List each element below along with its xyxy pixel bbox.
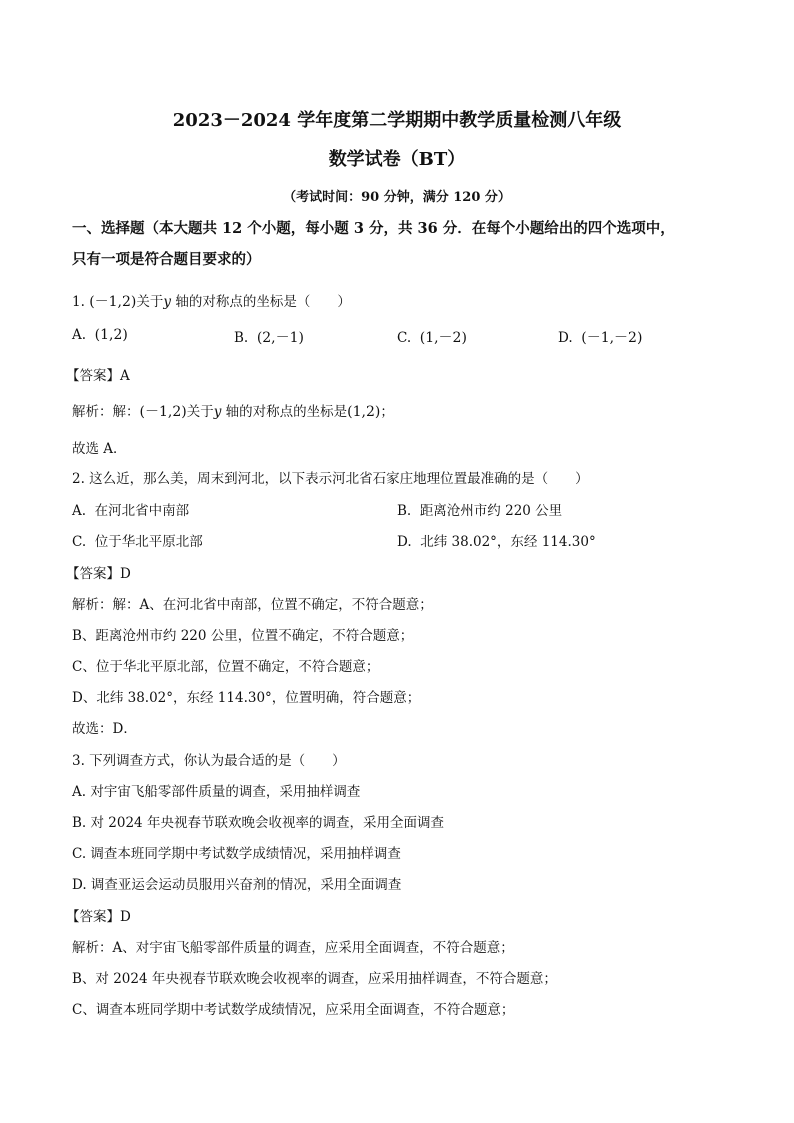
q3-answer: 【答案】D — [66, 909, 131, 925]
q2-answer: 【答案】D — [66, 566, 131, 582]
q2-option-c: C. 位于华北平原北部 — [72, 534, 203, 550]
q1-option-a: A. (1,2) — [72, 327, 128, 343]
q1-point: (－1,2) — [89, 294, 137, 310]
q1-stem-text: 关于 — [136, 294, 164, 310]
q2-stem: 2. 这么近，那么美，周末到河北，以下表示河北省石家庄地理位置最准确的是（ ） — [72, 471, 589, 487]
q3-analysis-line: C、调查本班同学期中考试数学成绩情况，应采用全面调查，不符合题意； — [72, 1002, 515, 1018]
q3-analysis-line: 解析：A、对宇宙飞船零部件质量的调查，应采用全面调查，不符合题意； — [72, 940, 514, 956]
q2-option-d: D. 北纬 38.02°，东经 114.30° — [397, 534, 596, 550]
q3-option-d: D. 调查亚运会运动员服用兴奋剂的情况，采用全面调查 — [72, 877, 402, 893]
q3-stem: 3. 下列调查方式，你认为最合适的是（ ） — [72, 753, 346, 769]
q1-option-c: C. (1,－2) — [397, 330, 467, 346]
q3-option-c: C. 调查本班同学期中考试数学成绩情况，采用抽样调查 — [72, 846, 401, 862]
q2-analysis-line: D、北纬 38.02°，东经 114.30°，位置明确，符合题意； — [72, 690, 421, 706]
q1-stem-text2: 轴的对称点的坐标是（ ） — [171, 294, 351, 310]
q2-analysis-line: 解析：解：A、在河北省中南部，位置不确定，不符合题意； — [72, 597, 433, 613]
q1-option-d: D. (－1,－2) — [558, 330, 643, 346]
exam-info: （考试时间：90 分钟，满分 120 分） — [283, 190, 511, 205]
q1-number: 1. — [72, 294, 85, 310]
q2-choose: 故选：D． — [72, 721, 137, 737]
q3-analysis-line: B、对 2024 年央视春节联欢晚会收视率的调查，应采用抽样调查，不符合题意； — [72, 971, 557, 987]
q1-var: y — [163, 294, 172, 310]
q1-choose: 故选 A． — [72, 441, 127, 457]
section-heading-line2: 只有一项是符合题目要求的） — [72, 251, 261, 268]
q2-option-a: A. 在河北省中南部 — [72, 503, 190, 519]
q3-option-a: A. 对宇宙飞船零部件质量的调查，采用抽样调查 — [72, 784, 361, 800]
exam-title: 2023－2024 学年度第二学期期中教学质量检测八年级 — [172, 110, 622, 131]
q2-analysis-line: B、距离沧州市约 220 公里，位置不确定，不符合题意； — [72, 628, 414, 644]
q1-answer: 【答案】A — [66, 368, 130, 384]
q1-option-b: B. (2,－1) — [234, 330, 305, 346]
section-heading-line1: 一、选择题（本大题共 12 个小题，每小题 3 分，共 36 分．在每个小题给出的四个选项中， — [72, 220, 675, 237]
q1-stem — [72, 290, 351, 311]
q2-option-b: B. 距离沧州市约 220 公里 — [397, 503, 563, 519]
q3-option-b: B. 对 2024 年央视春节联欢晚会收视率的调查，采用全面调查 — [72, 815, 444, 831]
q2-analysis-line: C、位于华北平原北部，位置不确定，不符合题意； — [72, 659, 380, 675]
exam-subtitle: 数学试卷（BT） — [328, 149, 466, 170]
q1-analysis: 解析：解：(－1,2)关于y 轴的对称点的坐标是(1,2)； — [72, 404, 394, 420]
